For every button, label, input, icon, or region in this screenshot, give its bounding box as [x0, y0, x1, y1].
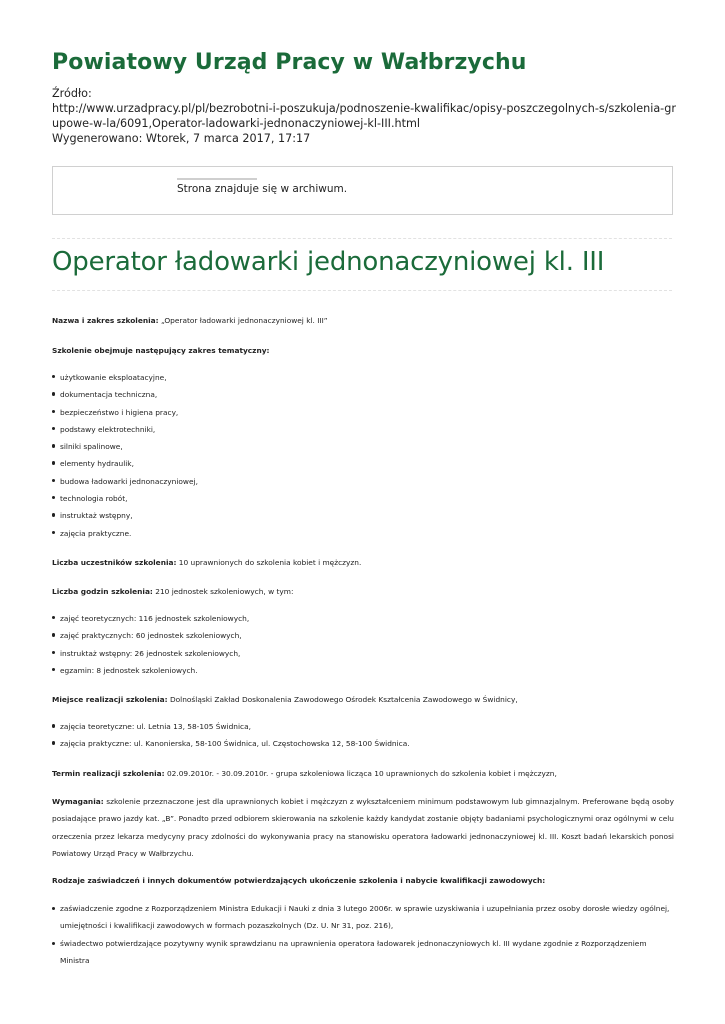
list-item: instruktaż wstępny, [52, 510, 674, 527]
source-url[interactable]: http://www.urzadpracy.pl/pl/bezrobotni-i-poszukuja/podnoszenie-kwalifikac/opisy-poszczegolnych-s/szkolenia-grupowe-w-la/6091,Operator-ladowarki-jednonaczyniowej-kl-III.html [52, 102, 676, 130]
list-item: zajęć teoretycznych: 116 jednostek szkoleniowych, [52, 613, 674, 630]
hours-value: 210 jednostek szkoleniowych, w tym: [152, 586, 294, 596]
participants-value: 10 uprawnionych do szkolenia kobiet i mężczyzn. [176, 557, 362, 567]
list-item: instruktaż wstępny: 26 jednostek szkoleniowych, [52, 648, 674, 665]
term [52, 768, 674, 779]
term-value: 02.09.2010r. - 30.09.2010r. - grupa szkoleniowa licząca 10 uprawnionych do szkolenia kobiet i mężczyzn, [164, 768, 557, 778]
source-meta [52, 86, 677, 146]
article-title: Operator ładowarki jednonaczyniowej kl. III [52, 247, 605, 277]
scope-list [52, 372, 674, 545]
hours [52, 586, 674, 597]
divider-top [52, 238, 672, 239]
place [52, 694, 674, 705]
generated-date: Wygenerowano: Wtorek, 7 marca 2017, 17:17 [52, 132, 311, 145]
archive-notice-bar [177, 178, 257, 180]
list-item: podstawy elektrotechniki, [52, 424, 674, 441]
list-item: egzamin: 8 jednostek szkoleniowych. [52, 665, 674, 682]
place-label: Miejsce realizacji szkolenia: [52, 695, 168, 705]
training-name [52, 315, 674, 326]
participants [52, 557, 674, 568]
list-item: dokumentacja techniczna, [52, 389, 674, 406]
scope-heading: Szkolenie obejmuje następujący zakres tematyczny: [52, 346, 270, 355]
source-label: Źródło: [52, 87, 92, 100]
list-item: zajęcia praktyczne. [52, 528, 674, 545]
participants-label: Liczba uczestników szkolenia: [52, 557, 177, 567]
article-content [52, 315, 674, 970]
list-item: elementy hydraulik, [52, 458, 674, 475]
hours-list [52, 613, 674, 682]
term-label: Termin realizacji szkolenia: [52, 768, 165, 778]
requirements [52, 793, 674, 863]
place-value: Dolnośląski Zakład Doskonalenia Zawodowego Ośrodek Kształcenia Zawodowego w Świdnicy, [167, 695, 518, 705]
training-name-value: „Operator ładowarki jednonaczyniowej kl. III” [158, 316, 328, 325]
list-item: świadectwo potwierdzające pozytywny wynik sprawdzianu na uprawnienia operatora ładowarek jednonaczyniowych kl. III wydane zgodnie z Rozporządzeniem Ministra [52, 935, 674, 970]
archive-notice-box [52, 166, 673, 215]
list-item: zajęcia praktyczne: ul. Kanonierska, 58-100 Świdnica, ul. Częstochowska 12, 58-100 Świdnica. [52, 738, 674, 755]
list-item: silniki spalinowe, [52, 441, 674, 458]
hours-label: Liczba godzin szkolenia: [52, 586, 153, 596]
list-item: zajęcia teoretyczne: ul. Letnia 13, 58-105 Świdnica, [52, 721, 674, 738]
divider-bottom [52, 290, 672, 291]
place-list [52, 721, 674, 756]
list-item: użytkowanie eksploatacyjne, [52, 372, 674, 389]
documents-heading: Rodzaje zaświadczeń i innych dokumentów potwierdzających ukończenie szkolenia i nabycie kwalifikacji zawodowych: [52, 875, 546, 885]
training-name-label: Nazwa i zakres szkolenia: [52, 316, 159, 325]
list-item: technologia robót, [52, 493, 674, 510]
list-item: bezpieczeństwo i higiena pracy, [52, 407, 674, 424]
documents-list [52, 900, 674, 970]
list-item: budowa ładowarki jednonaczyniowej, [52, 476, 674, 493]
archive-notice-text: Strona znajduje się w archiwum. [177, 183, 348, 195]
list-item: zajęć praktycznych: 60 jednostek szkoleniowych, [52, 630, 674, 647]
site-title: Powiatowy Urząd Pracy w Wałbrzychu [52, 50, 527, 75]
list-item: zaświadczenie zgodne z Rozporządzeniem Ministra Edukacji i Nauki z dnia 3 lutego 2006r. w sprawie uzyskiwania i uzupełniania przez osoby dorosłe wiedzy ogólnej, umiejętności i kwalifikacji zawodowych w formach pozaszkolnych (Dz. U. Nr 31, poz. 216), [52, 900, 674, 935]
requirements-value: szkolenie przeznaczone jest dla uprawnionych kobiet i mężczyzn z wykształceniem minimum podstawowym lub gimnazjalnym. Preferowane będą osoby posiadające prawo jazdy kat. „B”. Ponadto przed odbiorem skierowania na szkolenie każdy kandydat zostanie objęty badaniami psychologicznymi oraz ogólnymi w celu orzeczenia przez lekarza medycyny pracy zdolności do wykonywania pracy na stanowisku operatora ładowarki jednonaczyniowej kl. III. Koszt badań lekarskich ponosi Powiatowy Urząd Pracy w Wałbrzychu. [52, 796, 674, 859]
requirements-label: Wymagania: [52, 796, 104, 806]
